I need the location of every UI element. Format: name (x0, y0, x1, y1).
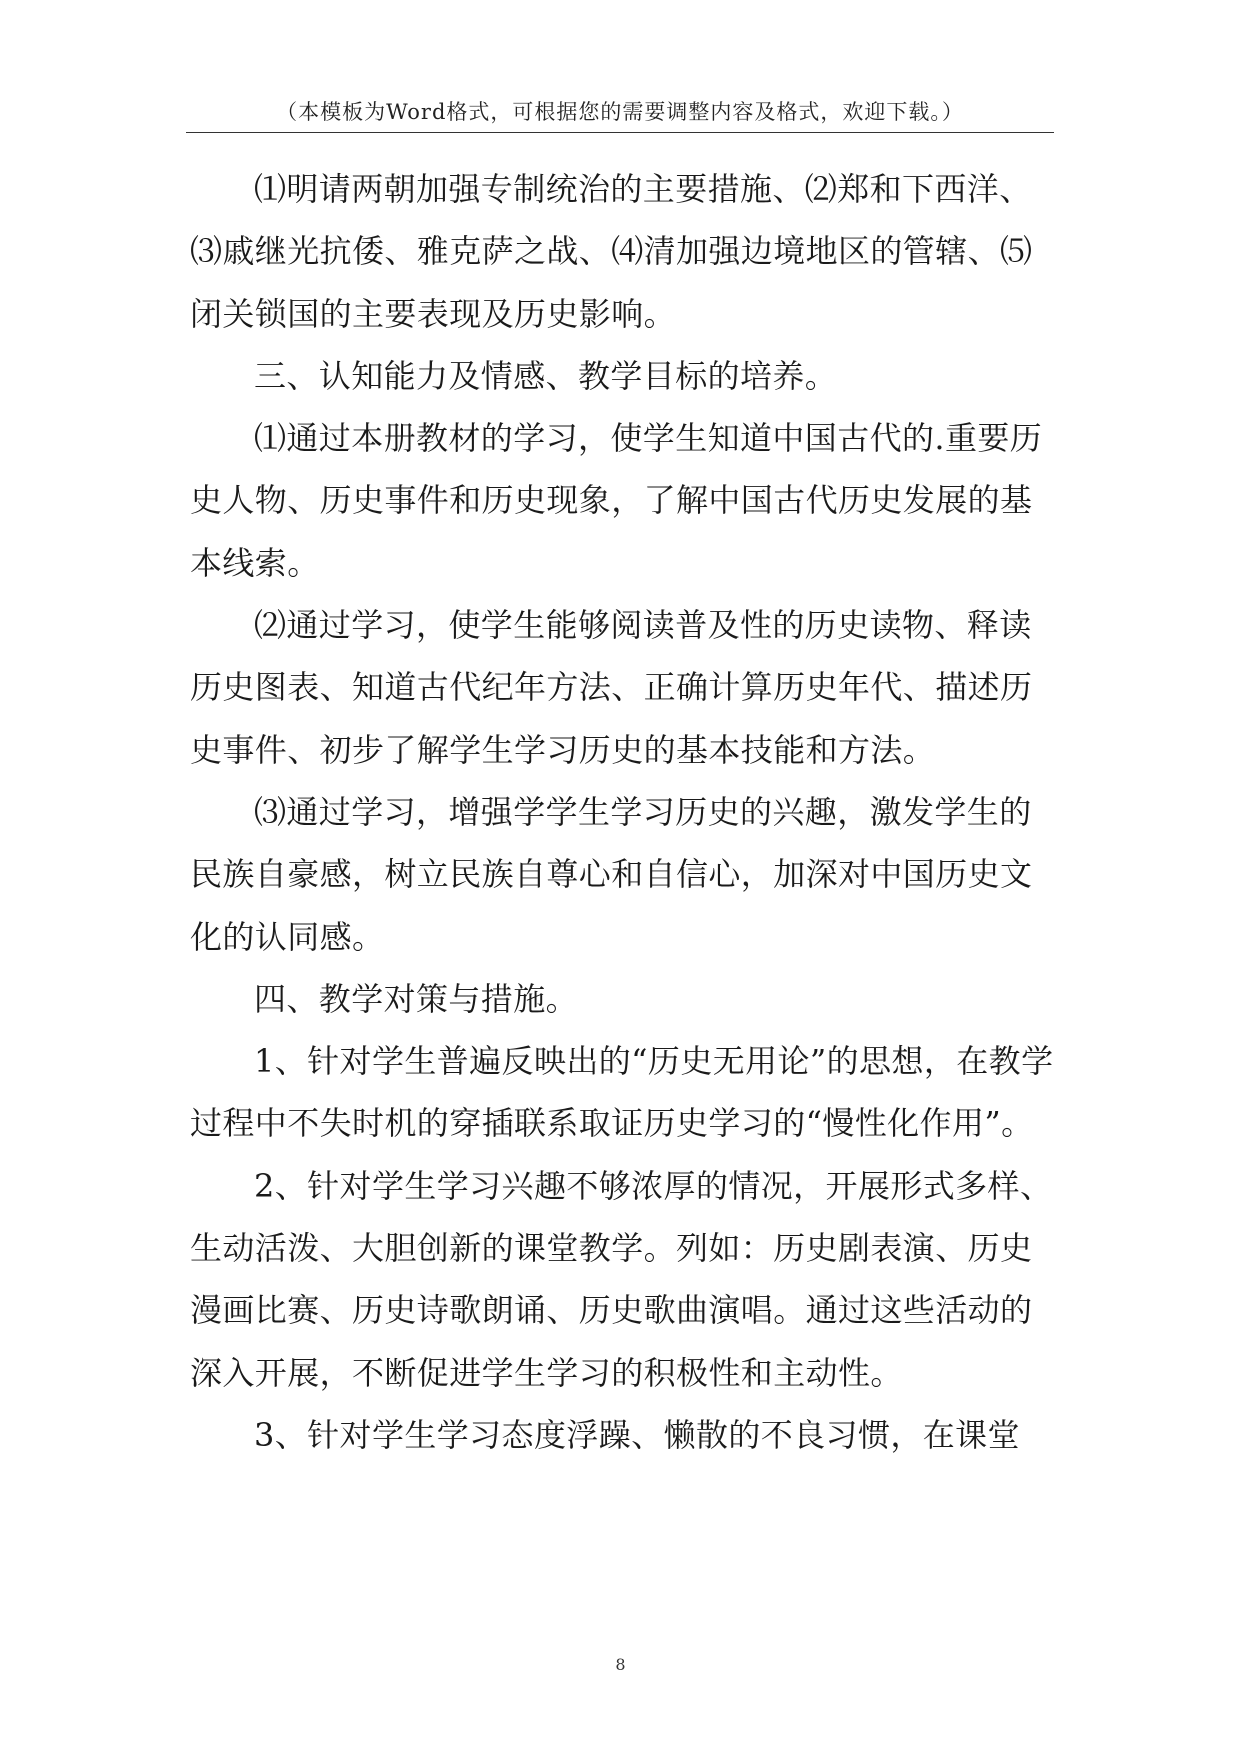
page-number: 8 (615, 1655, 626, 1674)
section-heading-three: 三、认知能力及情感、教学目标的培养。 (254, 356, 838, 395)
paragraph-objective-1: ⑴通过本册教材的学习，使学生知道中国古代的.重要历史人物、历史事件和历史现象，了解中国古代历史发展的基本线索。 (190, 419, 1043, 582)
paragraph-measure-3: 3、针对学生学习态度浮躁、懒散的不良习惯，在课堂 (254, 1415, 1020, 1454)
paragraph-measure-1: 1、针对学生普遍反映出的“历史无用论”的思想，在教学过程中不失时机的穿插联系取证历史学习的“慢性化作用”。 (190, 1042, 1054, 1143)
paragraph-measures-list: ⑴明请两朝加强专制统治的主要措施、⑵郑和下西洋、⑶戚继光抗倭、雅克萨之战、⑷清加强边境地区的管辖、⑸闭关锁国的主要表现及历史影响。 (190, 170, 1033, 333)
section-heading-four: 四、教学对策与措施。 (254, 979, 579, 1018)
paragraph-measure-2: 2、针对学生学习兴趣不够浓厚的情况，开展形式多样、生动活泼、大胆创新的课堂教学。列如：历史剧表演、历史漫画比赛、历史诗歌朗诵、历史歌曲演唱。通过这些活动的深入开展，不断促进学生学习的积极性和主动性。 (190, 1166, 1053, 1392)
paragraph-objective-3: ⑶通过学习，增强学学生学习历史的兴趣，激发学生的民族自豪感，树立民族自尊心和自信心，加深对中国历史文化的认同感。 (190, 792, 1033, 956)
page-header-note: （本模板为Word格式，可根据您的需要调整内容及格式，欢迎下载。） (276, 100, 964, 124)
header-divider (186, 132, 1054, 133)
document-body (190, 158, 1060, 1466)
paragraph-objective-2: ⑵通过学习，使学生能够阅读普及性的历史读物、释读历史图表、知道古代纪年方法、正确计算历史年代、描述历史事件、初步了解学生学习历史的基本技能和方法。 (190, 606, 1033, 769)
